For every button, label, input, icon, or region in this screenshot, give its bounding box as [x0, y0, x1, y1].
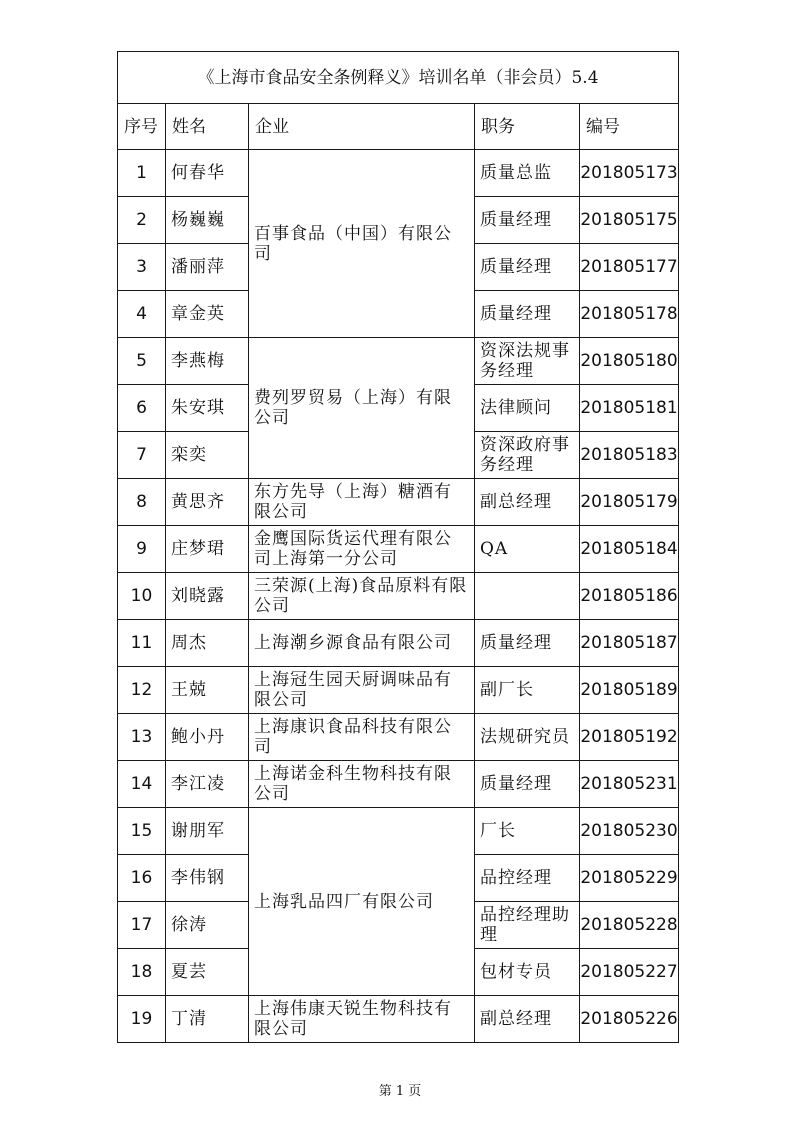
job-position: 质量经理 [475, 761, 580, 808]
person-name: 朱安琪 [166, 385, 249, 432]
person-name: 庄梦珺 [166, 526, 249, 573]
company-name: 上海潮乡源食品有限公司 [249, 620, 475, 667]
job-position: 品控经理 [475, 855, 580, 902]
table-row [118, 761, 679, 808]
job-position: 质量经理 [475, 291, 580, 338]
header-code: 编号 [580, 104, 679, 150]
table-row [118, 808, 679, 855]
company-name: 东方先导（上海）糖酒有限公司 [249, 479, 475, 526]
registration-code: 201805231 [580, 761, 679, 808]
job-position: 包材专员 [475, 949, 580, 996]
job-position: 副总经理 [475, 996, 580, 1043]
registration-code: 201805229 [580, 855, 679, 902]
job-position: 副总经理 [475, 479, 580, 526]
registration-code: 201805187 [580, 620, 679, 667]
registration-code: 201805184 [580, 526, 679, 573]
row-number: 13 [118, 714, 166, 761]
person-name: 李燕梅 [166, 338, 249, 385]
job-position: 品控经理助理 [475, 902, 580, 949]
job-position: 法律顾问 [475, 385, 580, 432]
row-number: 2 [118, 197, 166, 244]
registration-code: 201805228 [580, 902, 679, 949]
person-name: 何春华 [166, 150, 249, 197]
company-name: 三荣源(上海)食品原料有限公司 [249, 573, 475, 620]
job-position: 法规研究员 [475, 714, 580, 761]
registration-code: 201805177 [580, 244, 679, 291]
job-position: 厂长 [475, 808, 580, 855]
row-number: 18 [118, 949, 166, 996]
job-position: 资深法规事务经理 [475, 338, 580, 385]
header-row [118, 104, 679, 150]
registration-code: 201805183 [580, 432, 679, 479]
company-name: 费列罗贸易（上海）有限公司 [249, 338, 475, 479]
registration-code: 201805227 [580, 949, 679, 996]
registration-code: 201805175 [580, 197, 679, 244]
job-position [475, 573, 580, 620]
table-row [118, 667, 679, 714]
row-number: 11 [118, 620, 166, 667]
job-position: 质量总监 [475, 150, 580, 197]
table-row [118, 338, 679, 385]
table-title: 《上海市食品安全条例释义》培训名单（非会员）5.4 [118, 52, 679, 104]
person-name: 鲍小丹 [166, 714, 249, 761]
row-number: 16 [118, 855, 166, 902]
company-name: 上海冠生园天厨调味品有限公司 [249, 667, 475, 714]
row-number: 4 [118, 291, 166, 338]
job-position: 质量经理 [475, 197, 580, 244]
person-name: 潘丽萍 [166, 244, 249, 291]
registration-code: 201805192 [580, 714, 679, 761]
person-name: 徐涛 [166, 902, 249, 949]
person-name: 章金英 [166, 291, 249, 338]
registration-code: 201805173 [580, 150, 679, 197]
page-number: 第 1 页 [378, 1084, 422, 1099]
row-number: 8 [118, 479, 166, 526]
person-name: 王兢 [166, 667, 249, 714]
person-name: 李江凌 [166, 761, 249, 808]
company-name: 上海乳品四厂有限公司 [249, 808, 475, 996]
person-name: 丁清 [166, 996, 249, 1043]
registration-code: 201805189 [580, 667, 679, 714]
table-row [118, 479, 679, 526]
row-number: 6 [118, 385, 166, 432]
person-name: 李伟钢 [166, 855, 249, 902]
registration-code: 201805226 [580, 996, 679, 1043]
company-name: 上海康识食品科技有限公司 [249, 714, 475, 761]
table-row [118, 573, 679, 620]
row-number: 7 [118, 432, 166, 479]
person-name: 谢朋军 [166, 808, 249, 855]
row-number: 14 [118, 761, 166, 808]
company-name: 金鹰国际货运代理有限公司上海第一分公司 [249, 526, 475, 573]
registration-code: 201805230 [580, 808, 679, 855]
company-name: 上海伟康天锐生物科技有限公司 [249, 996, 475, 1043]
row-number: 9 [118, 526, 166, 573]
header-position: 职务 [475, 104, 580, 150]
header-no: 序号 [118, 104, 166, 150]
row-number: 1 [118, 150, 166, 197]
row-number: 3 [118, 244, 166, 291]
table-row [118, 150, 679, 197]
person-name: 杨巍巍 [166, 197, 249, 244]
person-name: 刘晓露 [166, 573, 249, 620]
title-row [118, 52, 679, 104]
row-number: 10 [118, 573, 166, 620]
registration-code: 201805178 [580, 291, 679, 338]
company-name: 上海诺金科生物科技有限公司 [249, 761, 475, 808]
registration-code: 201805186 [580, 573, 679, 620]
job-position: 质量经理 [475, 620, 580, 667]
table-row [118, 620, 679, 667]
person-name: 栾奕 [166, 432, 249, 479]
person-name: 黄思齐 [166, 479, 249, 526]
row-number: 17 [118, 902, 166, 949]
header-name: 姓名 [166, 104, 249, 150]
header-company: 企业 [249, 104, 475, 150]
table-row [118, 996, 679, 1043]
company-name: 百事食品（中国）有限公司 [249, 150, 475, 338]
person-name: 夏芸 [166, 949, 249, 996]
job-position: 质量经理 [475, 244, 580, 291]
row-number: 12 [118, 667, 166, 714]
training-roster-table [117, 51, 679, 1043]
table-row [118, 526, 679, 573]
row-number: 5 [118, 338, 166, 385]
person-name: 周杰 [166, 620, 249, 667]
row-number: 15 [118, 808, 166, 855]
job-position: 资深政府事务经理 [475, 432, 580, 479]
table-row [118, 714, 679, 761]
registration-code: 201805179 [580, 479, 679, 526]
registration-code: 201805181 [580, 385, 679, 432]
registration-code: 201805180 [580, 338, 679, 385]
job-position: 副厂长 [475, 667, 580, 714]
row-number: 19 [118, 996, 166, 1043]
job-position: QA [475, 526, 580, 573]
